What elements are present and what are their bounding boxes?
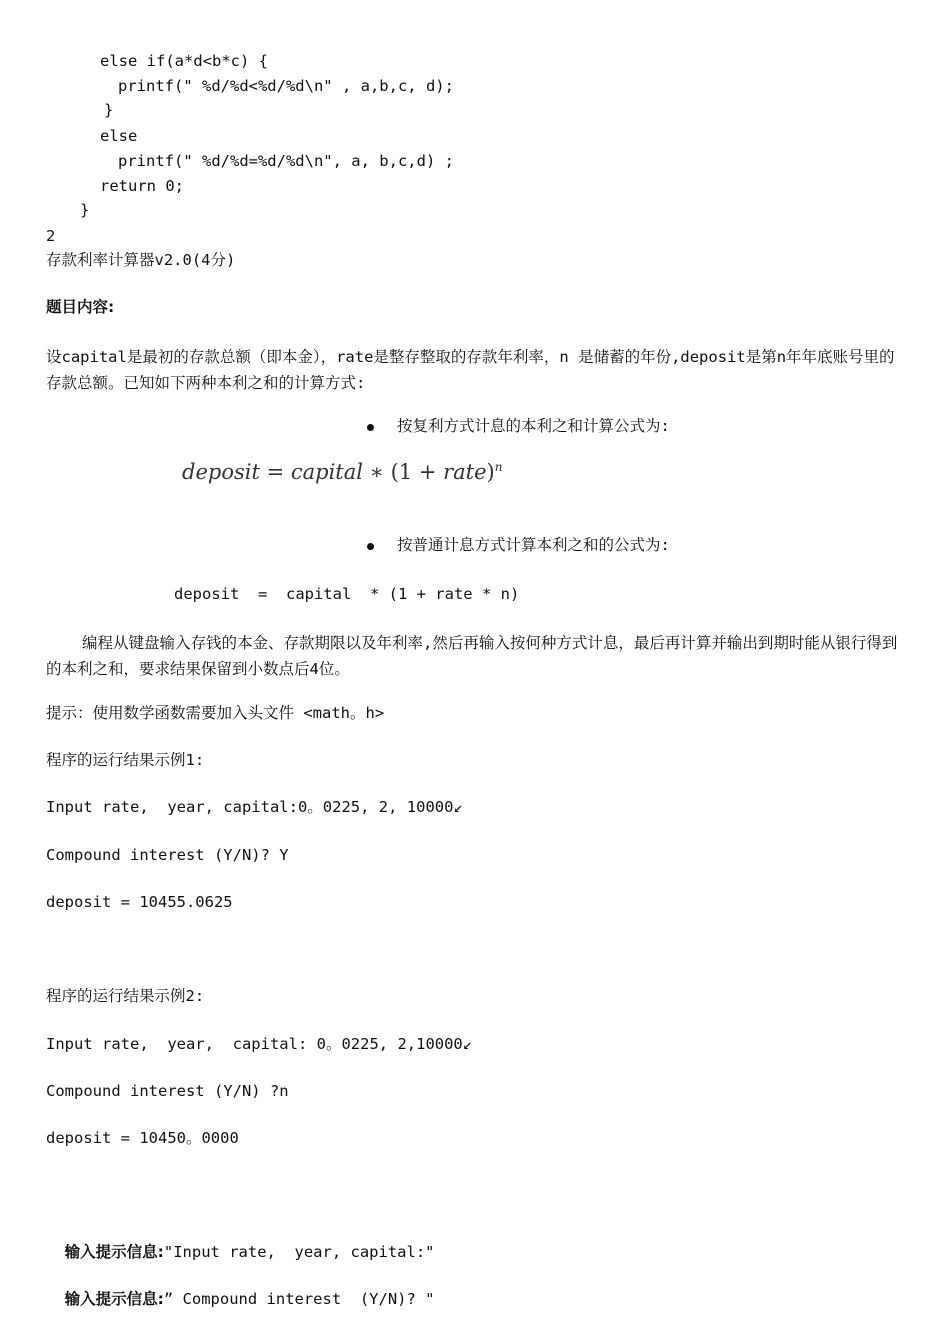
example2-input-line: Input rate, year, capital: 0。0225, 2,10000↙ bbox=[46, 1035, 473, 1053]
code-line: printf(" %d/%d=%d/%d\n", a, b,c,d) ; bbox=[118, 152, 454, 170]
prompt-label: 输入提示信息: bbox=[64, 1242, 164, 1261]
hint-text: 提示：使用数学函数需要加入头文件 <math。h> bbox=[46, 704, 385, 722]
task-description: 编程从键盘输入存钱的本金、存款期限以及年利率,然后再输入按何种方式计息，最后再计算并输出到期时能从银行得到的本利之和，要求结果保留到小数点后4位。 bbox=[46, 634, 898, 678]
problem-title: 存款利率计算器v2.0(4分) bbox=[46, 251, 236, 269]
example1-compound-line: Compound interest (Y/N)? Y bbox=[46, 846, 289, 864]
bullet-dot bbox=[367, 543, 374, 550]
prompt-text: ” Compound interest (Y/N)? " bbox=[163, 1289, 435, 1308]
example1-input-line: Input rate, year, capital:0。0225, 2, 10000↙ bbox=[46, 798, 463, 816]
prompt-label: 输入提示信息: bbox=[64, 1289, 164, 1308]
code-line: return 0; bbox=[100, 177, 184, 195]
example1-title: 程序的运行结果示例1: bbox=[46, 751, 205, 769]
compound-formula: deposit = capital ∗ (1 + rate)$^n$ bbox=[182, 460, 503, 484]
code-line: } bbox=[104, 101, 114, 119]
prompt-text: "Input rate, year, capital:" bbox=[163, 1242, 435, 1261]
bullet-dot bbox=[367, 424, 374, 431]
prompt-line bbox=[46, 1224, 435, 1261]
code-line: else bbox=[100, 127, 138, 145]
section-number: 2 bbox=[46, 227, 56, 245]
example2-compound-line: Compound interest (Y/N) ?n bbox=[46, 1082, 289, 1100]
example1-output-line: deposit = 10455.0625 bbox=[46, 893, 233, 911]
bullet-compound-formula: 按复利方式计息的本利之和计算公式为: bbox=[397, 417, 670, 435]
example2-title: 程序的运行结果示例2: bbox=[46, 987, 205, 1005]
simple-formula: deposit = capital * (1 + rate * n) bbox=[174, 585, 520, 603]
code-line: } bbox=[80, 201, 90, 219]
code-line: printf(" %d/%d<%d/%d\n" , a,b,c, d); bbox=[118, 77, 454, 95]
bullet-simple-formula: 按普通计息方式计算本利之和的公式为: bbox=[397, 536, 670, 554]
example2-output-line: deposit = 10450。0000 bbox=[46, 1129, 239, 1147]
prompt-line bbox=[46, 1271, 435, 1308]
problem-description: 设capital是最初的存款总额（即本金），rate是整存整取的存款年利率，n 是储蓄的年份,deposit是第n年年底账号里的存款总额。已知如下两种本利之和的计算方式: bbox=[46, 348, 895, 392]
code-line: else if(a*d<b*c) { bbox=[100, 52, 268, 70]
content-heading: 题目内容: bbox=[46, 298, 115, 316]
